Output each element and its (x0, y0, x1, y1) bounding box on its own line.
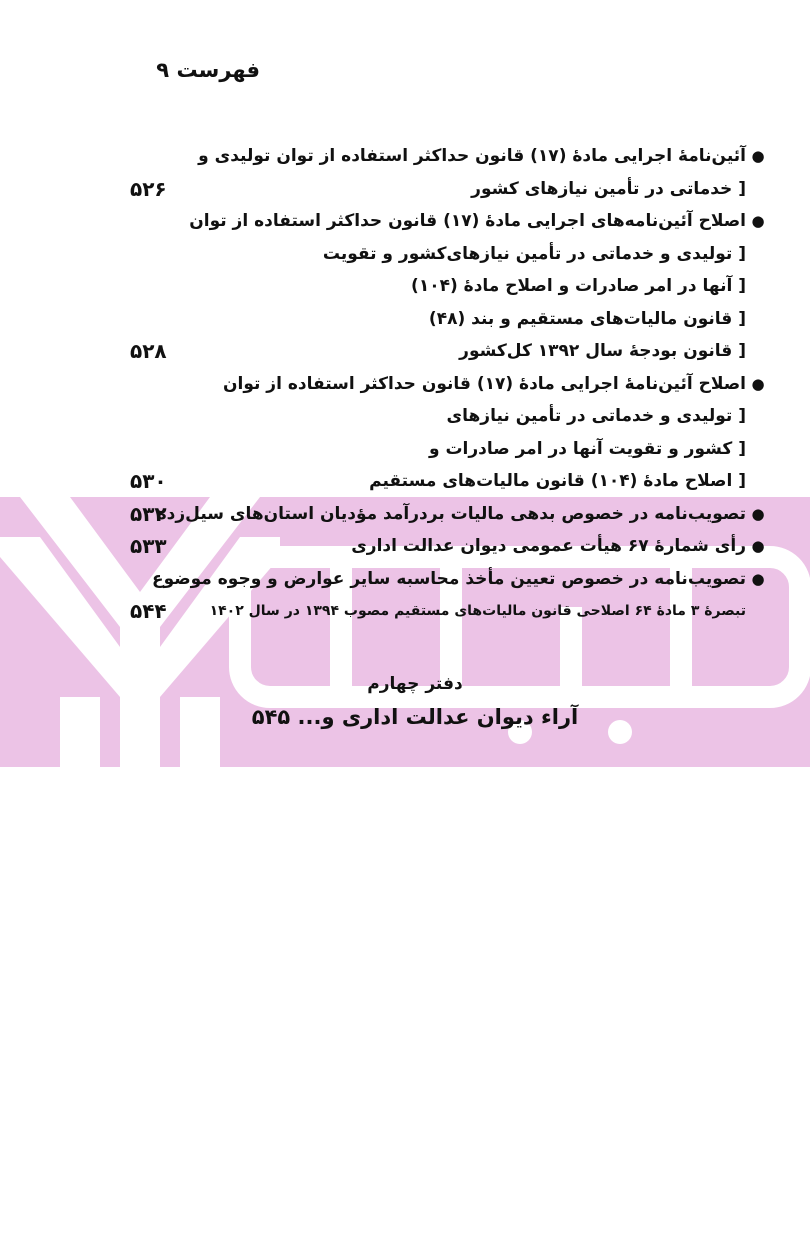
toc-entry-text: تصویب‌نامه در خصوص تعیین مأخذ محاسبه سایر عوارض و وجوه موضوع (151, 568, 746, 589)
toc-line (130, 238, 770, 271)
part-title: آراء دیوان عدالت اداری و... (297, 705, 579, 729)
bullet-icon: ● (751, 212, 765, 230)
toc-entry-text: رأی شمارهٔ ۶۷ هیأت عمومی دیوان عدالت اداری (351, 536, 746, 556)
toc-line (130, 205, 770, 238)
toc-page-number: ۵۲۶ (130, 176, 167, 201)
toc-line (130, 368, 770, 401)
table-of-contents (130, 140, 770, 628)
toc-entry-text: [ خدماتی در تأمین نیازهای کشور (471, 178, 746, 199)
toc-entry-text: [ تولیدی و خدماتی در تأمین نیازهای‌کشور و تقویت (322, 243, 746, 264)
toc-entry-text: [ کشور و تقویت آنها در امر صادرات و (428, 438, 746, 459)
bullet-icon: ● (751, 374, 765, 393)
toc-entry-text: [ آنها در امر صادرات و اصلاح مادهٔ (۱۰۴) (411, 276, 746, 296)
bullet-icon: ● (751, 569, 765, 588)
toc-entry-text: تصویب‌نامه در خصوص بدهی مالیات بردرآمد مؤدیان استان‌های سیل‌زده (156, 503, 746, 524)
toc-entry-text: [ قانون بودجهٔ سال ۱۳۹۲ کل‌کشور (459, 341, 746, 361)
toc-page-number: ۵۳۰ (130, 469, 167, 493)
toc-page-number: ۵۳۳ (130, 534, 167, 558)
part-heading-block (230, 668, 600, 734)
toc-entry-text: [ قانون مالیات‌های مستقیم و بند (۴۸) (428, 308, 746, 329)
header-title: فهرست (176, 58, 260, 82)
toc-line (130, 433, 770, 466)
toc-line (130, 595, 770, 628)
toc-line (130, 498, 770, 531)
toc-page-number: ۵۲۸ (130, 339, 167, 363)
toc-entry-text: تبصرهٔ ۳ مادهٔ ۶۴ اصلاحی قانون مالیات‌های مستقیم مصوب ۱۳۹۴ در سال ۱۴۰۲ (209, 603, 746, 619)
part-heading: دفتر چهارم (367, 674, 463, 694)
toc-line (130, 530, 770, 563)
toc-entry-text: [ اصلاح مادهٔ (۱۰۴) قانون مالیات‌های مستقیم (369, 471, 746, 491)
toc-entry-text: آئین‌نامهٔ اجرایی مادهٔ (۱۷) قانون حداکثر استفاده از توان تولیدی و (198, 146, 746, 166)
toc-entry-text: اصلاح آئین‌نامه‌های اجرایی مادهٔ (۱۷) قانون حداکثر استفاده از توان (189, 211, 746, 231)
part-page-number: ۵۴۵ (251, 705, 291, 729)
toc-entry-text: [ تولیدی و خدماتی در تأمین نیازهای (446, 406, 746, 426)
toc-line (130, 270, 770, 303)
toc-page-number: ۵۴۴ (130, 599, 167, 623)
toc-line (130, 335, 770, 368)
running-header (120, 58, 260, 88)
toc-entry-text: اصلاح آئین‌نامهٔ اجرایی مادهٔ (۱۷) قانون حداکثر استفاده از توان (223, 373, 746, 394)
toc-line (130, 400, 770, 433)
toc-line (130, 140, 770, 173)
bullet-icon: ● (751, 147, 765, 165)
bullet-icon: ● (751, 504, 765, 523)
toc-page-number: ۵۳۲ (130, 501, 167, 526)
toc-line (130, 173, 770, 206)
page-number: ۹ (156, 58, 170, 82)
part-title-line (230, 700, 600, 734)
toc-line (130, 465, 770, 498)
bullet-icon: ● (751, 537, 765, 555)
toc-line (130, 303, 770, 336)
toc-line (130, 563, 770, 596)
